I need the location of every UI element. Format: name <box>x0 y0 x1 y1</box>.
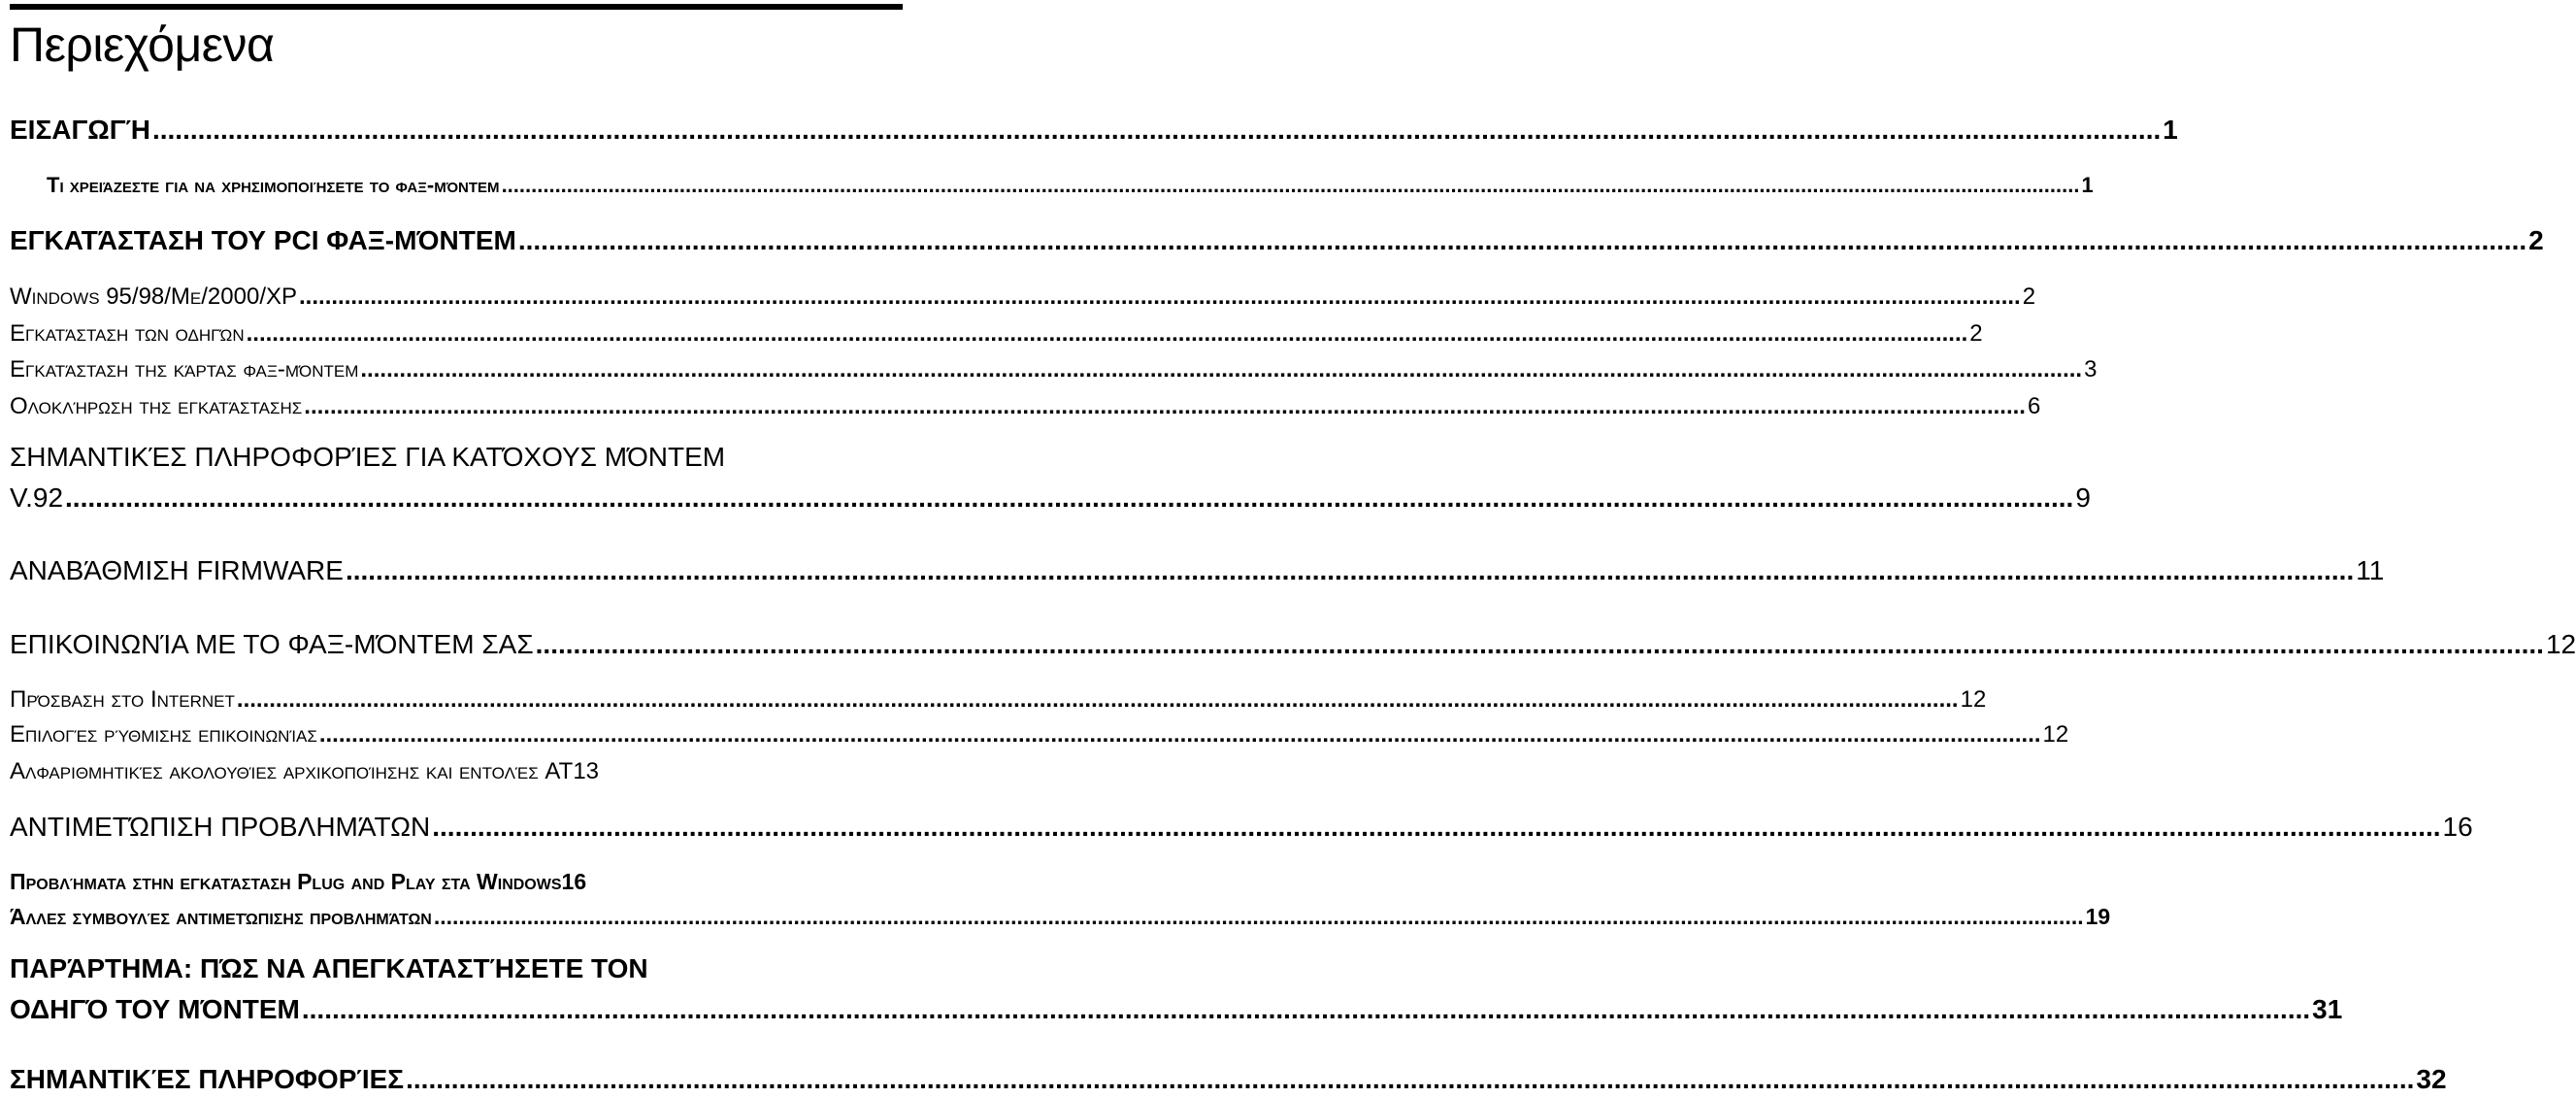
toc-page: 13 <box>573 758 600 784</box>
page-title: Περιεχόμενα <box>10 17 275 72</box>
toc-label: Windows 95/98/Me/2000/XP <box>10 283 298 310</box>
toc-label: ΕΠΙΚΟΙΝΩΝΊΑ ΜΕ ΤΟ ΦΑΞ-ΜΌΝΤΕΜ ΣΑΣ <box>10 629 534 659</box>
toc-page: 16 <box>561 869 587 894</box>
toc-label: Εγκατάσταση της κάρτας φαξ-μόντεμ <box>10 356 359 383</box>
toc-leader: .......................................................................................................................................................................................................................................................................... <box>301 994 2311 1024</box>
toc-page: 6 <box>2027 393 2041 419</box>
toc-entry-at-commands[interactable] <box>10 758 924 785</box>
toc-entry-requirements[interactable] <box>47 173 2094 198</box>
toc-label: Προβλήματα στην εγκατάσταση Plug and Play στα Windows <box>10 869 562 894</box>
toc-entry-communication[interactable] <box>10 629 2576 660</box>
toc-entry-installation[interactable] <box>10 225 2544 256</box>
toc-leader: .......................................................................................................................................................................................................................................................................... <box>406 1064 2415 1094</box>
toc-label: ΑΝΤΙΜΕΤΏΠΙΣΗ ΠΡΟΒΛΗΜΆΤΩΝ <box>10 812 431 842</box>
toc-leader: .......................................................................................................................................................................................................................................................................... <box>433 904 2084 929</box>
toc-page: 1 <box>2081 173 2094 197</box>
toc-label: ΠΑΡΆΡΤΗΜΑ: ΠΏΣ ΝΑ ΑΠΕΓΚΑΤΑΣΤΉΣΕΤΕ ΤΟΝ <box>10 953 648 983</box>
toc-entry-other-tips[interactable] <box>10 904 2111 930</box>
toc-entry-troubleshooting[interactable] <box>10 812 2473 843</box>
toc-page: 16 <box>2442 812 2473 842</box>
toc-page: 32 <box>2416 1064 2447 1094</box>
toc-label: Εγκατάσταση των οδηγών <box>10 320 245 347</box>
toc-page: 2 <box>1969 320 1983 347</box>
toc-leader: .......................................................................................................................................................................................................................................................................... <box>246 320 1968 347</box>
toc-page: 9 <box>2075 482 2091 513</box>
toc-label: ΟΔΗΓΌ ΤΟΥ ΜΌΝΤΕΜ <box>10 994 300 1024</box>
toc-entry-appendix[interactable] <box>10 994 2343 1025</box>
toc-leader: .......................................................................................................................................................................................................................................................................... <box>360 356 2083 383</box>
toc-leader: .......................................................................................................................................................................................................................................................................... <box>151 115 2162 145</box>
toc-label: Επιλογές ρύθμισης επικοινωνίας <box>10 721 317 748</box>
toc-page: 11 <box>2356 555 2385 585</box>
toc-leader: .......................................................................................................................................................................................................................................................................... <box>318 721 2041 748</box>
toc-page: 2 <box>2528 225 2544 255</box>
toc-leader: .......................................................................................................................................................................................................................................................................... <box>65 482 2074 513</box>
toc-label: ΣΗΜΑΝΤΙΚΈΣ ΠΛΗΡΟΦΟΡΊΕΣ <box>10 1064 405 1094</box>
toc-entry-plug-and-play[interactable] <box>10 869 926 895</box>
toc-leader: .......................................................................................................................................................................................................................................................................... <box>432 812 2441 842</box>
toc-leader: .......................................................................................................................................................................................................................................................................... <box>236 686 1959 713</box>
toc-entry-windows[interactable] <box>10 283 2036 311</box>
top-rule <box>10 4 903 10</box>
toc-page: 3 <box>2084 356 2097 383</box>
toc-page: 12 <box>1960 686 1987 713</box>
toc-page: 19 <box>2085 904 2111 929</box>
toc-leader: .......................................................................................................................................................................................................................................................................... <box>345 555 2355 585</box>
toc-leader: .......................................................................................................................................................................................................................................................................... <box>304 393 2026 419</box>
toc-leader: .......................................................................................................................................................................................................................................................................... <box>517 225 2527 255</box>
toc-label: ΕΓΚΑΤΆΣΤΑΣΗ ΤΟΥ PCI ΦΑΞ-ΜΌΝΤΕΜ <box>10 225 516 255</box>
toc-label: Αλφαριθμητικές ακολουθίες αρχικοποίησης και εντολές AT <box>10 758 574 784</box>
toc-leader: .......................................................................................................................................................................................................................................................................... <box>535 629 2544 659</box>
toc-entry-appendix-line1[interactable] <box>10 953 897 984</box>
toc-label: Ολοκλήρωση της εγκατάστασης <box>10 393 303 419</box>
toc-label: Πρόσβαση στο Internet <box>10 686 235 713</box>
toc-entry-v92[interactable] <box>10 482 2091 514</box>
toc-entry-comm-options[interactable] <box>10 721 2069 749</box>
toc-label: V.92 <box>10 482 64 513</box>
toc-label: ΕΙΣΑΓΩΓΉ <box>10 115 150 145</box>
toc-label: Τι χρειάζεστε για να χρησιμοποιήσετε το φαξ-μόντεμ <box>47 173 500 197</box>
toc-entry-card[interactable] <box>10 356 2097 383</box>
toc-page: 2 <box>2022 283 2036 310</box>
toc-leader: .......................................................................................................................................................................................................................................................................... <box>501 173 2080 197</box>
toc-entry-firmware[interactable] <box>10 555 2385 586</box>
toc-entry-important-info[interactable] <box>10 1064 2447 1095</box>
toc-entry-v92-line1[interactable] <box>10 442 897 473</box>
toc-label: Άλλες συμβουλές αντιμετώπισης προβλημάτων <box>10 904 432 929</box>
toc-page: 1 <box>2163 115 2178 145</box>
toc-entry-drivers[interactable] <box>10 320 1983 348</box>
toc-page: 31 <box>2312 994 2343 1024</box>
toc-label: ΣΗΜΑΝΤΙΚΈΣ ΠΛΗΡΟΦΟΡΊΕΣ ΓΙΑ ΚΑΤΌΧΟΥΣ ΜΌΝΤΕΜ <box>10 442 726 472</box>
toc-entry-introduction[interactable] <box>10 115 2178 146</box>
toc-label: ΑΝΑΒΆΘΜΙΣΗ FIRMWARE <box>10 555 344 585</box>
toc-leader: .......................................................................................................................................................................................................................................................................... <box>299 283 2021 310</box>
toc-entry-internet[interactable] <box>10 686 1987 714</box>
toc-page: 12 <box>2545 629 2576 659</box>
toc-entry-completion[interactable] <box>10 393 2041 420</box>
toc-page: 12 <box>2042 721 2069 748</box>
